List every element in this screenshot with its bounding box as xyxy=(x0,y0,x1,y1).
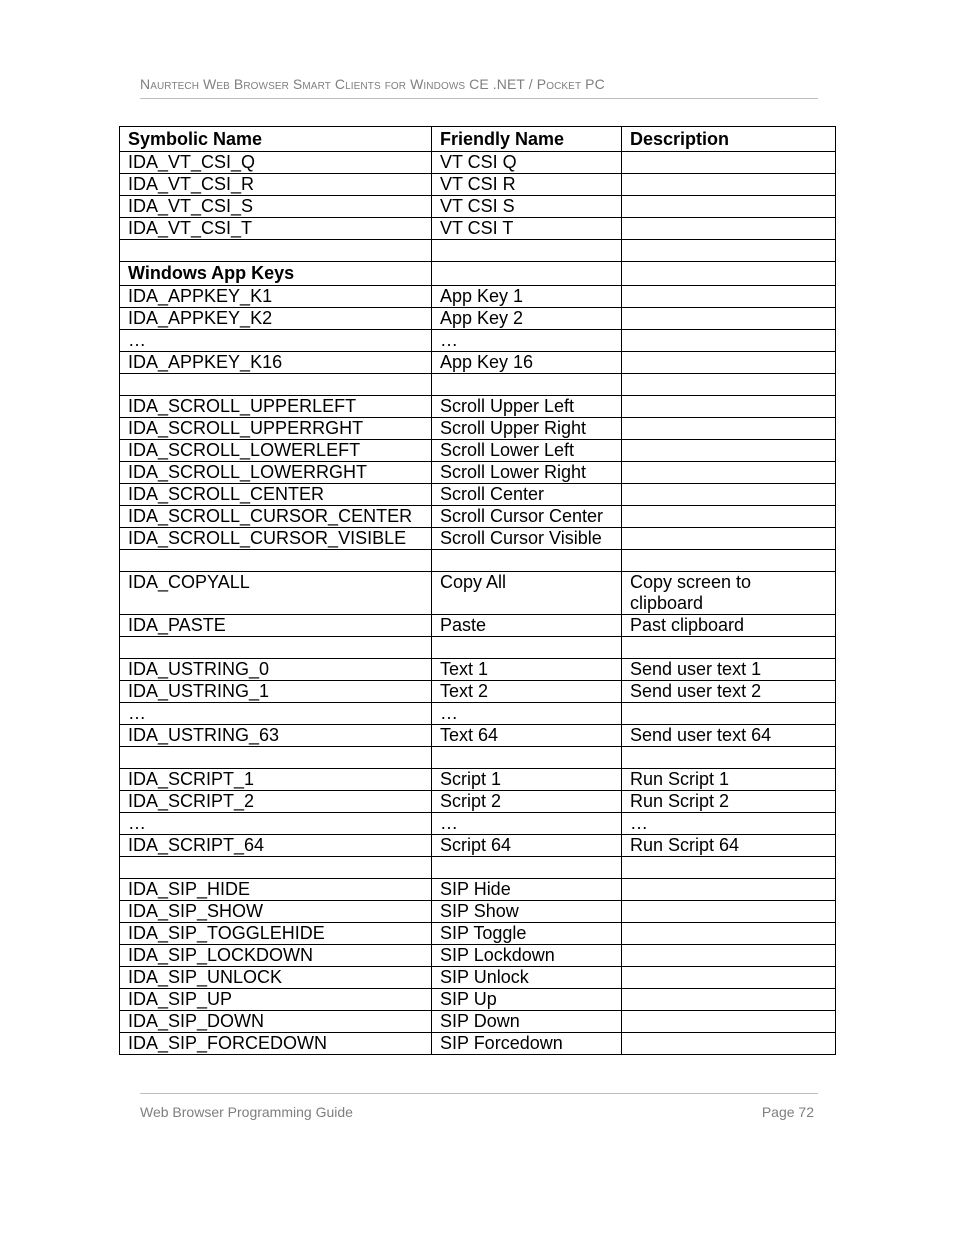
description-cell xyxy=(622,901,836,923)
symbolic-name-cell: IDA_SCROLL_LOWERLEFT xyxy=(120,440,432,462)
symbolic-name-cell: IDA_SIP_DOWN xyxy=(120,1011,432,1033)
table-row xyxy=(120,308,836,330)
description-cell xyxy=(622,506,836,528)
symbolic-name-cell: IDA_VT_CSI_T xyxy=(120,218,432,240)
description-cell xyxy=(622,374,836,396)
table-section-row xyxy=(120,262,836,286)
symbolic-name-cell: IDA_SIP_SHOW xyxy=(120,901,432,923)
symbolic-name-cell: IDA_SCROLL_CURSOR_VISIBLE xyxy=(120,528,432,550)
table-row xyxy=(120,791,836,813)
command-table xyxy=(119,126,836,1055)
friendly-name-cell: … xyxy=(432,703,622,725)
column-header-description: Description xyxy=(622,127,836,152)
description-cell: Send user text 64 xyxy=(622,725,836,747)
friendly-name-cell: Text 1 xyxy=(432,659,622,681)
table-row xyxy=(120,440,836,462)
description-cell: Past clipboard xyxy=(622,615,836,637)
friendly-name-cell: Script 2 xyxy=(432,791,622,813)
description-cell xyxy=(622,462,836,484)
column-header-symbolic-name: Symbolic Name xyxy=(120,127,432,152)
table-row xyxy=(120,813,836,835)
friendly-name-cell: SIP Hide xyxy=(432,879,622,901)
table-spacer-row xyxy=(120,637,836,659)
friendly-name-cell xyxy=(432,637,622,659)
description-cell xyxy=(622,152,836,174)
table-row xyxy=(120,462,836,484)
table-row xyxy=(120,835,836,857)
symbolic-name-cell: IDA_SCRIPT_2 xyxy=(120,791,432,813)
footer-guide-title: Web Browser Programming Guide xyxy=(140,1104,353,1120)
table-spacer-row xyxy=(120,240,836,262)
symbolic-name-cell: Windows App Keys xyxy=(120,262,432,286)
symbolic-name-cell: IDA_SCROLL_CURSOR_CENTER xyxy=(120,506,432,528)
description-cell xyxy=(622,528,836,550)
symbolic-name-cell: IDA_VT_CSI_Q xyxy=(120,152,432,174)
table-row xyxy=(120,286,836,308)
table-row xyxy=(120,1033,836,1055)
description-cell: Run Script 64 xyxy=(622,835,836,857)
symbolic-name-cell: IDA_SCROLL_UPPERLEFT xyxy=(120,396,432,418)
table-row xyxy=(120,923,836,945)
friendly-name-cell: SIP Forcedown xyxy=(432,1033,622,1055)
header-title: Naurtech Web Browser Smart Clients for Windows CE .NET / Pocket PC xyxy=(140,76,605,92)
symbolic-name-cell xyxy=(120,857,432,879)
friendly-name-cell: Scroll Lower Left xyxy=(432,440,622,462)
friendly-name-cell xyxy=(432,374,622,396)
table-row xyxy=(120,528,836,550)
friendly-name-cell: Paste xyxy=(432,615,622,637)
table-row xyxy=(120,396,836,418)
table-body xyxy=(120,152,836,1055)
friendly-name-cell: Scroll Cursor Visible xyxy=(432,528,622,550)
friendly-name-cell: Copy All xyxy=(432,572,622,615)
description-cell xyxy=(622,418,836,440)
description-cell xyxy=(622,967,836,989)
symbolic-name-cell: IDA_SCRIPT_1 xyxy=(120,769,432,791)
symbolic-name-cell: IDA_SIP_UNLOCK xyxy=(120,967,432,989)
friendly-name-cell: SIP Show xyxy=(432,901,622,923)
symbolic-name-cell: IDA_SIP_UP xyxy=(120,989,432,1011)
description-cell: Send user text 2 xyxy=(622,681,836,703)
friendly-name-cell: … xyxy=(432,813,622,835)
symbolic-name-cell: … xyxy=(120,813,432,835)
friendly-name-cell: Scroll Cursor Center xyxy=(432,506,622,528)
table-row xyxy=(120,196,836,218)
friendly-name-cell: Scroll Center xyxy=(432,484,622,506)
symbolic-name-cell: IDA_SCROLL_LOWERRGHT xyxy=(120,462,432,484)
friendly-name-cell: SIP Unlock xyxy=(432,967,622,989)
description-cell xyxy=(622,945,836,967)
page-footer xyxy=(140,1093,818,1120)
friendly-name-cell: … xyxy=(432,330,622,352)
description-cell: Run Script 1 xyxy=(622,769,836,791)
table-row xyxy=(120,989,836,1011)
description-cell: Run Script 2 xyxy=(622,791,836,813)
friendly-name-cell: App Key 2 xyxy=(432,308,622,330)
friendly-name-cell: SIP Lockdown xyxy=(432,945,622,967)
description-cell xyxy=(622,174,836,196)
friendly-name-cell xyxy=(432,240,622,262)
friendly-name-cell: SIP Toggle xyxy=(432,923,622,945)
friendly-name-cell: VT CSI R xyxy=(432,174,622,196)
symbolic-name-cell: IDA_VT_CSI_S xyxy=(120,196,432,218)
friendly-name-cell xyxy=(432,262,622,286)
description-cell: Copy screen to clipboard xyxy=(622,572,836,615)
description-cell xyxy=(622,923,836,945)
description-cell xyxy=(622,308,836,330)
table-row xyxy=(120,174,836,196)
description-cell xyxy=(622,857,836,879)
table-row xyxy=(120,484,836,506)
table-row xyxy=(120,945,836,967)
description-cell xyxy=(622,330,836,352)
table-row xyxy=(120,901,836,923)
table-row xyxy=(120,1011,836,1033)
table-row xyxy=(120,352,836,374)
table-row xyxy=(120,967,836,989)
description-cell xyxy=(622,196,836,218)
symbolic-name-cell xyxy=(120,747,432,769)
friendly-name-cell: Scroll Lower Right xyxy=(432,462,622,484)
friendly-name-cell: Scroll Upper Left xyxy=(432,396,622,418)
symbolic-name-cell xyxy=(120,240,432,262)
friendly-name-cell: VT CSI Q xyxy=(432,152,622,174)
description-cell xyxy=(622,484,836,506)
table-row xyxy=(120,879,836,901)
table-spacer-row xyxy=(120,550,836,572)
table-row xyxy=(120,681,836,703)
friendly-name-cell: App Key 1 xyxy=(432,286,622,308)
symbolic-name-cell xyxy=(120,637,432,659)
symbolic-name-cell: IDA_VT_CSI_R xyxy=(120,174,432,196)
symbolic-name-cell xyxy=(120,550,432,572)
table-row xyxy=(120,703,836,725)
table-header-row xyxy=(120,127,836,152)
description-cell xyxy=(622,218,836,240)
symbolic-name-cell: IDA_SIP_FORCEDOWN xyxy=(120,1033,432,1055)
friendly-name-cell: SIP Down xyxy=(432,1011,622,1033)
table-row xyxy=(120,725,836,747)
table-row xyxy=(120,152,836,174)
symbolic-name-cell: IDA_PASTE xyxy=(120,615,432,637)
friendly-name-cell: Script 64 xyxy=(432,835,622,857)
table-row xyxy=(120,330,836,352)
friendly-name-cell: VT CSI S xyxy=(432,196,622,218)
description-cell xyxy=(622,747,836,769)
description-cell xyxy=(622,396,836,418)
description-cell xyxy=(622,1033,836,1055)
symbolic-name-cell: IDA_SCRIPT_64 xyxy=(120,835,432,857)
friendly-name-cell: Text 2 xyxy=(432,681,622,703)
friendly-name-cell: Text 64 xyxy=(432,725,622,747)
symbolic-name-cell: IDA_APPKEY_K1 xyxy=(120,286,432,308)
table-row xyxy=(120,418,836,440)
table-row xyxy=(120,506,836,528)
symbolic-name-cell: IDA_SCROLL_CENTER xyxy=(120,484,432,506)
description-cell xyxy=(622,550,836,572)
symbolic-name-cell: IDA_USTRING_63 xyxy=(120,725,432,747)
description-cell xyxy=(622,440,836,462)
table-row xyxy=(120,572,836,615)
symbolic-name-cell: IDA_APPKEY_K16 xyxy=(120,352,432,374)
friendly-name-cell: SIP Up xyxy=(432,989,622,1011)
table-spacer-row xyxy=(120,747,836,769)
description-cell xyxy=(622,240,836,262)
description-cell xyxy=(622,262,836,286)
page-header xyxy=(140,76,818,99)
friendly-name-cell xyxy=(432,857,622,879)
description-cell xyxy=(622,989,836,1011)
description-cell: … xyxy=(622,813,836,835)
symbolic-name-cell: IDA_SIP_TOGGLEHIDE xyxy=(120,923,432,945)
table-spacer-row xyxy=(120,374,836,396)
description-cell xyxy=(622,637,836,659)
table-row xyxy=(120,218,836,240)
friendly-name-cell: Scroll Upper Right xyxy=(432,418,622,440)
symbolic-name-cell: IDA_COPYALL xyxy=(120,572,432,615)
symbolic-name-cell: IDA_APPKEY_K2 xyxy=(120,308,432,330)
symbolic-name-cell xyxy=(120,374,432,396)
description-cell xyxy=(622,352,836,374)
description-cell: Send user text 1 xyxy=(622,659,836,681)
symbolic-name-cell: … xyxy=(120,703,432,725)
description-cell xyxy=(622,703,836,725)
symbolic-name-cell: IDA_SIP_LOCKDOWN xyxy=(120,945,432,967)
description-cell xyxy=(622,1011,836,1033)
friendly-name-cell: VT CSI T xyxy=(432,218,622,240)
friendly-name-cell: Script 1 xyxy=(432,769,622,791)
table-row xyxy=(120,659,836,681)
friendly-name-cell: App Key 16 xyxy=(432,352,622,374)
symbolic-name-cell: IDA_USTRING_0 xyxy=(120,659,432,681)
column-header-friendly-name: Friendly Name xyxy=(432,127,622,152)
friendly-name-cell xyxy=(432,747,622,769)
footer-page-number: Page 72 xyxy=(761,1104,814,1120)
table-row xyxy=(120,615,836,637)
symbolic-name-cell: … xyxy=(120,330,432,352)
table-spacer-row xyxy=(120,857,836,879)
symbolic-name-cell: IDA_SCROLL_UPPERRGHT xyxy=(120,418,432,440)
friendly-name-cell xyxy=(432,550,622,572)
description-cell xyxy=(622,286,836,308)
symbolic-name-cell: IDA_USTRING_1 xyxy=(120,681,432,703)
symbolic-name-cell: IDA_SIP_HIDE xyxy=(120,879,432,901)
table-row xyxy=(120,769,836,791)
description-cell xyxy=(622,879,836,901)
